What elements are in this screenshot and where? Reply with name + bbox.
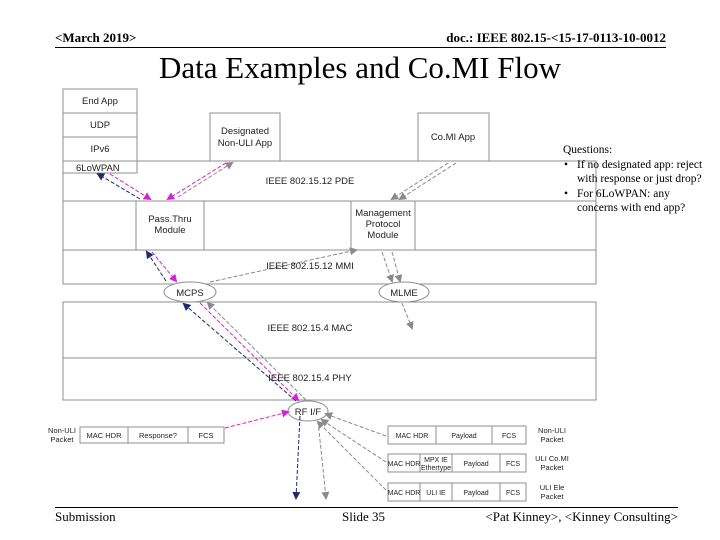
pde-label: IEEE 802.15.12 PDE (265, 176, 355, 187)
packet-cell-text: Payload (451, 433, 477, 440)
packet-cell-text: MAC HDR (387, 490, 421, 497)
sixlowpan-label: 6LoWPAN (76, 163, 120, 174)
footer-rule (55, 507, 678, 508)
left-packet-label-1: Non-ULI (48, 426, 76, 435)
rfif-label: RF I/F (294, 407, 322, 418)
arrow-comi-to-mpm-2 (400, 163, 456, 199)
arrow-packet3-to-rfif (318, 422, 386, 490)
designated-app-box (210, 113, 280, 161)
packet-cell-text: FCS (502, 433, 516, 440)
arrow-mcps-to-passthru (147, 252, 166, 281)
packet-type-label: Packet (540, 463, 564, 472)
ipv6-label: IPv6 (90, 144, 110, 155)
designated-app-label-2: Non-ULI App (217, 138, 273, 149)
packet-type-label: ULI Ele (539, 483, 565, 492)
packet-cell-text: MAC HDR (387, 461, 421, 468)
udp-label: UDP (89, 120, 111, 131)
mpm-label-3: Module (367, 230, 399, 241)
packet-cell-text: MPX IE (424, 457, 448, 464)
slide-title: Data Examples and Co.MI Flow (158, 50, 562, 85)
arrow-mpm-to-mlme-1 (382, 252, 392, 281)
packet-cell-text: ULI IE (426, 490, 446, 497)
arrow-comi-to-mpm-1 (392, 163, 448, 199)
arrow-pde-to-designated (178, 163, 232, 197)
questions-box (563, 143, 703, 216)
mlme-label: MLME (390, 288, 418, 299)
questions-heading: Questions: (563, 144, 613, 156)
left-packet-label-2: Packet (50, 435, 74, 444)
left-packet-cell-2: Response? (139, 431, 177, 440)
passthru-label-1: Pass.Thru (148, 214, 192, 225)
packet-type-label: Packet (540, 435, 564, 444)
arrow-designated-to-passthru (168, 163, 226, 199)
mmi-label: IEEE 802.15.12 MMI (266, 261, 354, 272)
footer-slide-number: Slide 35 (342, 509, 385, 524)
footer-submission: Submission (55, 509, 116, 524)
arrow-packet1-to-rfif (326, 414, 386, 436)
packet-frame-2 (388, 454, 569, 472)
mpm-label-2: Protocol (365, 219, 401, 230)
mid-layer (63, 201, 596, 250)
mac-label: IEEE 802.15.4 MAC (267, 323, 353, 334)
left-packet-cell-1: MAC HDR (86, 431, 122, 440)
packet-cell-text: FCS (506, 490, 520, 497)
end-app-label: End App (82, 96, 118, 107)
packet-type-label: ULI Co.MI (535, 454, 569, 463)
question-item: • For 6LoWPAN: any concerns with end app? (563, 187, 703, 216)
arrow-passthru-to-mcps-1 (152, 252, 176, 281)
question-item: • If no designated app: reject with response or just drop? (563, 158, 703, 187)
arrow-rfif-to-mcps-2 (208, 303, 306, 400)
packet-frame-1 (388, 426, 566, 444)
packet-cell-text: Ethertype (421, 465, 451, 472)
stack-layers (63, 89, 596, 400)
packet-cell-text: MAC HDR (395, 433, 429, 440)
packet-cell-text: Payload (463, 490, 489, 497)
packet-type-label: Non-ULI (538, 426, 566, 435)
arrow-rfif-to-mac-hdr (318, 421, 326, 498)
left-packet (48, 426, 224, 444)
packet-type-label: Packet (540, 492, 564, 501)
arrow-mlme-to-mac (402, 303, 412, 328)
right-packets (388, 426, 569, 501)
arrow-packet2-to-rfif (322, 420, 386, 462)
arrow-rfif-down-left (296, 416, 300, 498)
header-doc-id: doc.: IEEE 802.15-<15-17-0113-10-0012 (446, 30, 666, 45)
designated-app-label-1: Designated (220, 126, 270, 137)
arrow-ipv6-to-passthru (110, 174, 150, 199)
arrow-rfif-to-mcps-1 (184, 304, 296, 401)
comi-app-label: Co.MI App (430, 132, 476, 143)
packet-cell-text: Payload (463, 461, 489, 468)
arrow-mcps-to-rfif (200, 303, 298, 400)
footer-author: <Pat Kinney>, <Kinney Consulting> (485, 509, 678, 524)
phy-label: IEEE 802.15.4 PHY (268, 373, 352, 384)
mcps-label: MCPS (176, 288, 204, 299)
questions-list (563, 158, 703, 216)
passthru-label-2: Module (154, 225, 186, 236)
arrow-passthru-to-ipv6 (98, 174, 140, 199)
left-packet-cell-3: FCS (198, 431, 214, 440)
header-date: <March 2019> (55, 30, 137, 45)
packet-cell-text: FCS (506, 461, 520, 468)
mpm-label-1: Management (355, 208, 411, 219)
packet-frame-3 (388, 483, 565, 501)
arrow-left-packet-to-rfif (225, 412, 288, 428)
arrow-mpm-to-mlme-2 (392, 252, 400, 281)
